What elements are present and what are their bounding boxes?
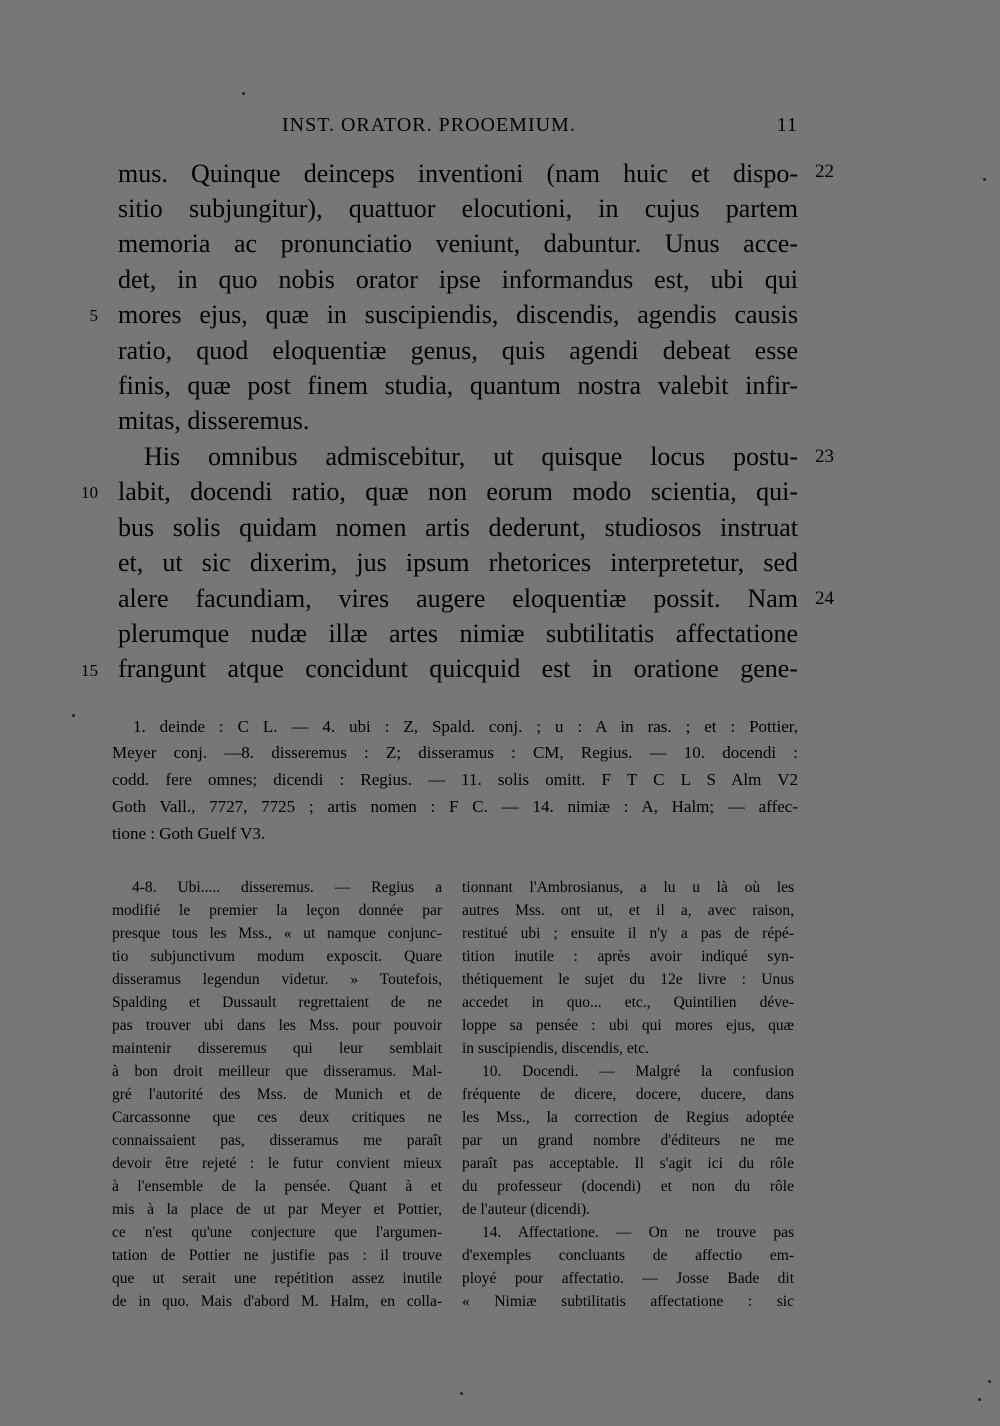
commentary-right-line: « Nimiæ subtilitatis affectatione : sic <box>462 1293 794 1310</box>
section-number: 22 <box>815 161 834 182</box>
commentary-right-line: par un grand nombre d'éditeurs ne me <box>462 1132 794 1149</box>
footnote-line: tione : Goth Guelf V3. <box>112 824 266 843</box>
commentary-right-line: restitué ubi ; ensuite il n'y a pas de répé- <box>462 925 794 942</box>
commentary-right-line: tition inutile : après avoir indiqué syn- <box>462 948 794 965</box>
commentary-right-line: de l'auteur (dicendi). <box>462 1201 591 1218</box>
page-number: 11 <box>776 114 798 136</box>
commentary-right-line: fréquente de dicere, docere, ducere, dans <box>462 1086 794 1103</box>
main-text-line: labit, docendi ratio, quæ non eorum modo scientia, qui- <box>118 477 798 506</box>
commentary-left-line: connaissaient pas, disseramus me paraît <box>112 1132 442 1149</box>
commentary-left-line: tio subjunctivum modum exposcit. Quare <box>112 948 442 965</box>
section-number: 23 <box>815 446 834 467</box>
line-number: 5 <box>89 306 98 325</box>
main-text-line: et, ut sic dixerim, jus ipsum rhetorices interpretetur, sed <box>118 548 798 577</box>
commentary-right-line: 14. Affectatione. — On ne trouve pas <box>482 1224 794 1241</box>
line-number: 15 <box>81 661 98 680</box>
commentary-right-line: tionnant l'Ambrosianus, a lu u là où les <box>462 879 794 896</box>
commentary-right-line: d'exemples concluants de affectio em- <box>462 1247 794 1264</box>
commentary-right-line: in suscipiendis, discendis, etc. <box>462 1040 649 1057</box>
commentary-left-line: disseramus legendun videtur. » Toutefois, <box>112 971 442 988</box>
header-title: INST. ORATOR. PROOEMIUM. <box>282 114 576 136</box>
commentary-right-line: thétiquement le sujet du 12e livre : Unus <box>462 971 794 988</box>
commentary-left-line: Carcassonne que ces deux critiques ne <box>112 1109 442 1126</box>
commentary-left-line: pas trouver ubi dans les Mss. pour pouvoir <box>112 1017 442 1034</box>
commentary-right-line: loppe sa pensée : ubi qui mores ejus, quæ <box>462 1017 794 1034</box>
commentary-left-line: devoir être rejeté : le futur convient mieux <box>112 1155 442 1172</box>
footnote-line: 1. deinde : C L. — 4. ubi : Z, Spald. conj. ; u : A in ras. ; et : Pottier, <box>133 717 798 736</box>
section-number: 24 <box>815 588 834 609</box>
footnote-line: Meyer conj. —8. disseremus : Z; disseramus : CM, Regius. — 10. docendi : <box>112 743 798 762</box>
footnote-line: codd. fere omnes; dicendi : Regius. — 11. solis omitt. F T C L S Alm V2 <box>112 770 798 789</box>
main-text-line: mores ejus, quæ in suscipiendis, discendis, agendis causis <box>118 300 798 329</box>
scan-speck <box>242 92 245 95</box>
commentary-left-line: presque tous les Mss., « ut namque conjunc- <box>112 925 442 942</box>
commentary-right-line: 10. Docendi. — Malgré la confusion <box>482 1063 794 1080</box>
commentary-left-line: mis à la place de ut par Meyer et Pottier, <box>112 1201 442 1218</box>
commentary-right-line: autres Mss. ont ut, et il a, avec raison, <box>462 902 794 919</box>
scan-speck <box>460 1392 463 1395</box>
commentary-left-line: que ut serait une repétition assez inutile <box>112 1270 442 1287</box>
commentary-left-line: ce n'est qu'une conjecture que l'argumen- <box>112 1224 442 1241</box>
commentary-left-line: modifié le premier la leçon donnée par <box>112 902 442 919</box>
main-text-line: frangunt atque concidunt quicquid est in oratione gene- <box>118 654 798 683</box>
commentary-right-line: ployé pour affectatio. — Josse Bade dit <box>462 1270 794 1287</box>
running-header <box>282 114 798 142</box>
main-text-line: finis, quæ post finem studia, quantum nostra valebit infir- <box>118 371 798 400</box>
main-text-line: His omnibus admiscebitur, ut quisque locus postu- <box>144 442 798 471</box>
main-text-line: plerumque nudæ illæ artes nimiæ subtilitatis affectatione <box>118 619 798 648</box>
commentary-left-line: à bon droit meilleur que disseramus. Mal- <box>112 1063 442 1080</box>
commentary-left-line: à l'ensemble de la pensée. Quant à et <box>112 1178 442 1195</box>
main-text-line: sitio subjungitur), quattuor elocutioni, in cujus partem <box>118 194 798 223</box>
commentary-left-line: gré l'autorité des Mss. de Munich et de <box>112 1086 442 1103</box>
commentary-left-line: tation de Pottier ne justifie pas : il trouve <box>112 1247 442 1264</box>
main-text-line: mitas, disseremus. <box>118 406 310 435</box>
footnote-line: Goth Vall., 7727, 7725 ; artis nomen : F C. — 14. nimiæ : A, Halm; — affec- <box>112 797 798 816</box>
main-text-line: bus solis quidam nomen artis dederunt, studiosos instruat <box>118 513 798 542</box>
commentary-left-line: 4-8. Ubi..... disseremus. — Regius a <box>132 879 442 896</box>
commentary-right-line: du professeur (docendi) et non du rôle <box>462 1178 794 1195</box>
commentary-right-line: accedet in quo... etc., Quintilien déve- <box>462 994 794 1011</box>
main-text-line: alere facundiam, vires augere eloquentiæ possit. Nam <box>118 584 798 613</box>
commentary-left-line: maintenir disseremus qui leur semblait <box>112 1040 442 1057</box>
main-text-line: memoria ac pronunciatio veniunt, dabuntur. Unus acce- <box>118 229 798 258</box>
scan-speck <box>988 1380 991 1383</box>
commentary-right-line: paraît pas acceptable. Il s'agit ici du rôle <box>462 1155 794 1172</box>
main-text-line: ratio, quod eloquentiæ genus, quis agendi debeat esse <box>118 336 798 365</box>
scan-speck <box>978 1398 981 1401</box>
commentary-left-line: de in quo. Mais d'abord M. Halm, en colla- <box>112 1293 442 1310</box>
scan-speck <box>983 178 986 181</box>
commentary-right-line: les Mss., la correction de Regius adoptée <box>462 1109 794 1126</box>
line-number: 10 <box>81 483 98 502</box>
main-text-line: det, in quo nobis orator ipse informandus est, ubi qui <box>118 265 798 294</box>
commentary-left-line: Spalding et Dussault regrettaient de ne <box>112 994 442 1011</box>
main-text-line: mus. Quinque deinceps inventioni (nam huic et dispo- <box>118 159 798 188</box>
scan-speck <box>72 714 75 717</box>
